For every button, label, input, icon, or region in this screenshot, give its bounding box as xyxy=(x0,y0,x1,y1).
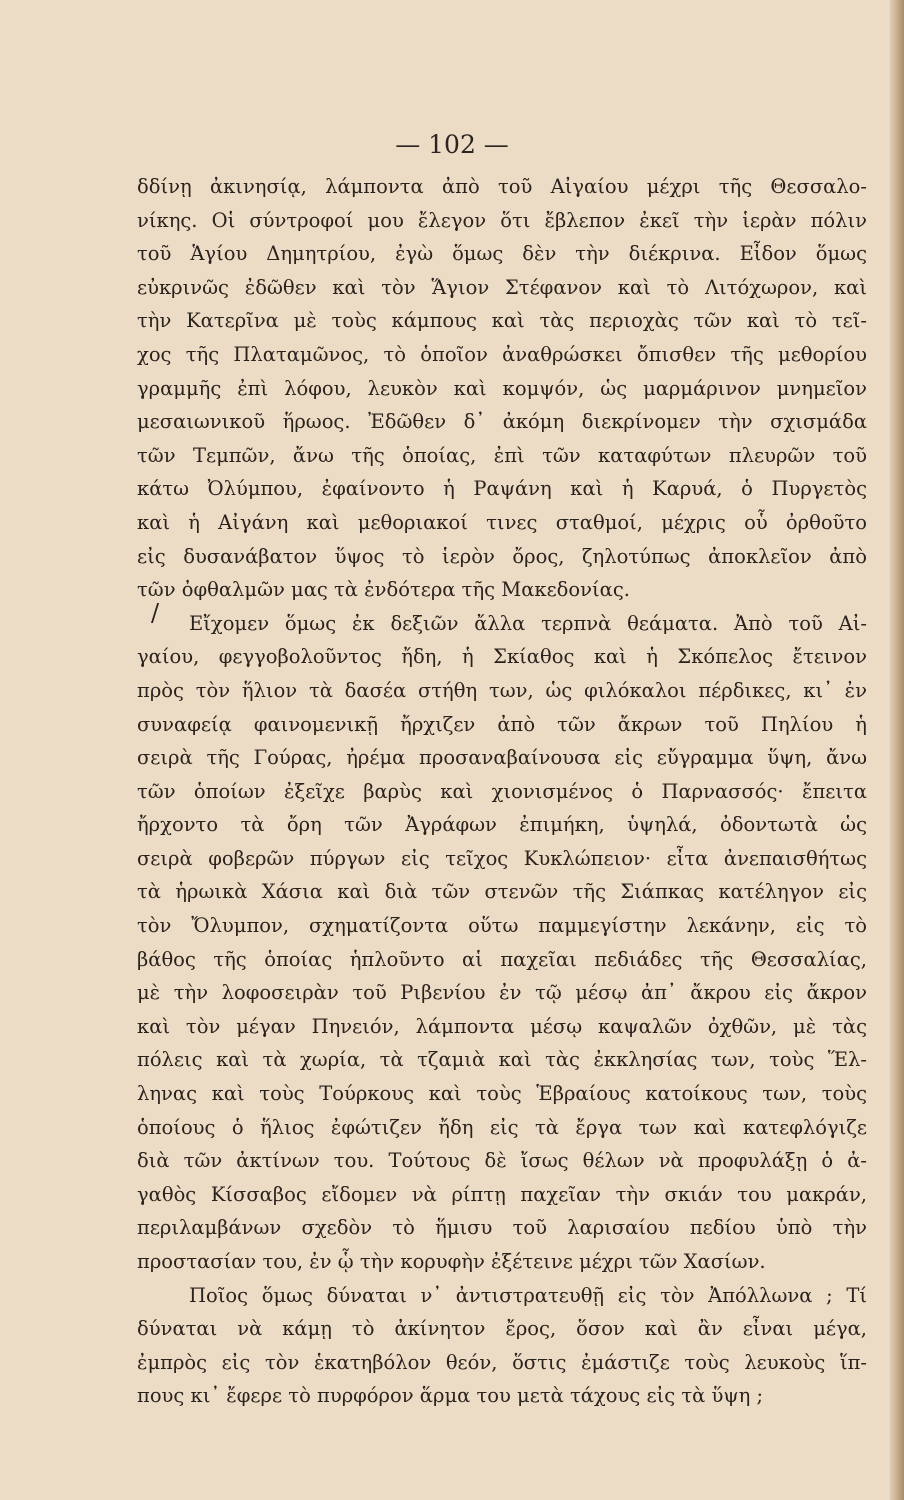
text-line: χος τῆς Πλαταμῶνος, τὸ ὁποῖον ἀναθρώσκει ὄπισθεν τῆς μεθορίου xyxy=(137,342,867,366)
text-line: προστασίαν του, ἐν ᾧ τὴν κορυφὴν ἐξέτεινε μέχρι τῶν Χασίων. xyxy=(137,1250,766,1273)
text-line: νίκης. Οἱ σύντροφοί μου ἔλεγον ὅτι ἔβλεπον ἐκεῖ τὴν ἱερὰν πόλιν xyxy=(137,208,867,232)
text-line: Εἴχομεν ὅμως ἐκ δεξιῶν ἄλλα τερπνὰ θεάματα. Ἀπὸ τοῦ Αἰ- xyxy=(189,611,867,635)
text-line: σειρὰ τῆς Γούρας, ἠρέμα προσαναβαίνουσα εἰς εὔγραμμα ὕψη, ἄνω xyxy=(137,746,867,770)
text-line: πρὸς τὸν ἥλιον τὰ δασέα στήθη των, ὡς φιλόκαλοι πέρδικες, κι᾽ ἐν xyxy=(137,678,867,702)
text-line: πους κι᾽ ἔφερε τὸ πυρφόρον ἅρμα του μετὰ τάχους εἰς τὰ ὕψη ; xyxy=(137,1384,764,1408)
text-line: σειρὰ φοβερῶν πύργων εἰς τεῖχος Κυκλώπειον· εἶτα ἀνεπαισθήτως xyxy=(137,846,867,870)
text-line: τῶν ὁποίων ἐξεῖχε βαρὺς καὶ χιονισμένος ὁ Παρνασσός· ἔπειτα xyxy=(137,779,867,803)
text-line: ἐμπρὸς εἰς τὸν ἑκατηβόλον θεόν, ὅστις ἐμάστιζε τοὺς λευκοὺς ἵπ- xyxy=(137,1350,867,1374)
text-line: δδίνῃ ἀκινησίᾳ, λάμποντα ἀπὸ τοῦ Αἰγαίου μέχρι τῆς Θεσσαλο- xyxy=(137,175,867,198)
text-line: καὶ τὸν μέγαν Πηνειόν, λάμποντα μέσῳ καψαλῶν ὀχθῶν, μὲ τὰς xyxy=(137,1014,867,1038)
text-line: Ποῖος ὅμως δύναται ν᾽ ἀντιστρατευθῇ εἰς τὸν Ἀπόλλωνα ; Τί xyxy=(189,1283,867,1307)
text-line: γαίου, φεγγοβολοῦντος ἤδη, ἡ Σκίαθος καὶ ἡ Σκόπελος ἔτεινον xyxy=(137,645,867,669)
page-edge xyxy=(890,0,904,1500)
text-line: ληνας καὶ τοὺς Τούρκους καὶ τοὺς Ἑβραίους κατοίκους των, τοὺς xyxy=(137,1082,867,1106)
text-line: συναφείᾳ φαινομενικῇ ἤρχιζεν ἀπὸ τῶν ἄκρων τοῦ Πηλίου ἡ xyxy=(137,712,867,736)
text-line: τὰ ἡρωικὰ Χάσια καὶ διὰ τῶν στενῶν τῆς Σιάπκας κατέληγον εἰς xyxy=(137,880,867,904)
text-line: ὁποίους ὁ ἥλιος ἐφώτιζεν ἤδη εἰς τὰ ἔργα των καὶ κατεφλόγιζε xyxy=(137,1115,867,1139)
text-line: τῶν Τεμπῶν, ἄνω τῆς ὁποίας, ἐπὶ τῶν καταφύτων πλευρῶν τοῦ xyxy=(137,443,867,467)
text-line: τῶν ὀφθαλμῶν μας τὰ ἐνδότερα τῆς Μακεδονίας. xyxy=(137,578,630,602)
text-line: εἰς δυσανάβατον ὕψος τὸ ἱερὸν ὄρος, ζηλοτύπως ἀποκλεῖον ἀπὸ xyxy=(137,544,867,568)
text-line: τὴν Κατερῖνα μὲ τοὺς κάμπους καὶ τὰς περιοχὰς τῶν καὶ τὸ τεῖ- xyxy=(137,309,867,333)
text-line: πόλεις καὶ τὰ χωρία, τὰ τζαμιὰ καὶ τὰς ἐκκλησίας των, τοὺς Ἕλ- xyxy=(137,1048,867,1072)
margin-mark: / xyxy=(151,599,160,627)
text-line: βάθος τῆς ὁποίας ἡπλοῦντο αἱ παχεῖαι πεδιάδες τῆς Θεσσαλίας, xyxy=(137,947,867,971)
paragraph xyxy=(137,170,867,607)
text-line: διὰ τῶν ἀκτίνων του. Τούτους δὲ ἴσως θέλων νὰ προφυλάξῃ ὁ ἀ- xyxy=(137,1149,867,1173)
text-line: εὐκρινῶς ἐδῶθεν καὶ τὸν Ἅγιον Στέφανον καὶ τὸ Λιτόχωρον, καὶ xyxy=(137,275,867,299)
text-line: περιλαμβάνων σχεδὸν τὸ ἥμισυ τοῦ λαρισαίου πεδίου ὑπὸ τὴν xyxy=(137,1216,867,1240)
text-line: καὶ ἡ Αἰγάνη καὶ μεθοριακοί τινες σταθμοί, μέχρις οὗ ὀρθοῦτο xyxy=(137,510,867,534)
text-line: γαθὸς Κίσσαβος εἴδομεν νὰ ρίπτῃ παχεῖαν τὴν σκιάν του μακράν, xyxy=(137,1182,867,1206)
paragraph xyxy=(137,1279,867,1413)
page-number: — 102 — xyxy=(395,130,509,159)
text-line: κάτω Ὀλύμπου, ἐφαίνοντο ἡ Ραψάνη καὶ ἡ Καρυά, ὁ Πυργετὸς xyxy=(137,477,867,501)
text-line: μεσαιωνικοῦ ἥρωος. Ἐδῶθεν δ᾽ ἀκόμη διεκρίνομεν τὴν σχισμάδα xyxy=(137,410,867,434)
text-line: δύναται νὰ κάμῃ τὸ ἀκίνητον ἔρος, ὅσον καὶ ἂν εἶναι μέγα, xyxy=(137,1317,867,1341)
text-line: γραμμῆς ἐπὶ λόφου, λευκὸν καὶ κομψόν, ὡς μαρμάρινον μνημεῖον xyxy=(137,376,867,400)
text-line: τοῦ Ἁγίου Δημητρίου, ἐγὼ ὅμως δὲν τὴν διέκρινα. Εἶδον ὅμως xyxy=(137,242,867,266)
text-line: μὲ τὴν λοφοσειρὰν τοῦ Ριβενίου ἐν τῷ μέσῳ ἀπ᾽ ἄκρου εἰς ἄκρον xyxy=(137,981,867,1005)
body-text xyxy=(137,170,867,1413)
paragraph xyxy=(137,607,867,1279)
text-line: ἤρχοντο τὰ ὄρη τῶν Ἀγράφων ἐπιμήκη, ὑψηλά, ὀδοντωτὰ ὡς xyxy=(137,813,867,837)
text-line: τὸν Ὄλυμπον, σχηματίζοντα οὕτω παμμεγίστην λεκάνην, εἰς τὸ xyxy=(137,914,867,938)
